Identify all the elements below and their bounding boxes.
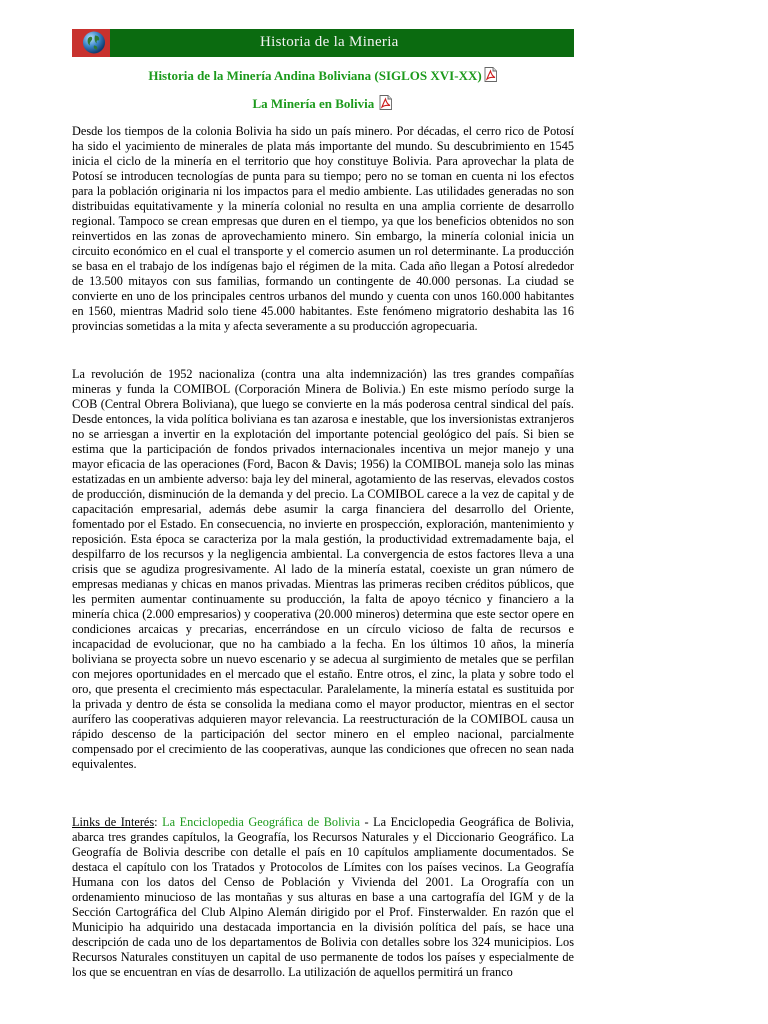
links-paragraph [72,815,574,980]
paragraph-colonial [72,124,574,334]
links-body: - La Enciclopedia Geográfica de Bolivia, abarca tres grandes capítulos, la Geografía, los Recursos Naturales y el Diccionario Geográfico. La Geografía de Bolivia describe con detalle el país en 10 capítulos ampliamente documentados. Se destaca el capítulo con los Tratados y Protocolos de Límites con los países vecinos. La Geografía Humana con los datos del Censo de Población y Vivienda del 2001. La Orografía con un ordenamiento minucioso de las montañas y sus alturas en base a una cartografía del IGM y de la Sección Cartográfica del Club Alpino Alemán dirigido por el Prof. Finsterwalder. En razón que el Municipio ha adquirido una destacada importancia en la división política del país, se hace una descripción de cada uno de los departamentos de Bolivia con detalles sobre los 324 municipios. Los Recursos Naturales constituyen un capital de uso permanente de todos los países y especialmente de los que se encuentran en vías de desarrollo. La utilización de aquellos permitirá un franco [72,815,574,979]
header-banner [72,29,574,57]
paragraph-revolution-text: La revolución de 1952 nacionaliza (contra una alta indemnización) las tres grandes compañías mineras y funda la COMIBOL (Corporación Minera de Bolivia.) En este mismo período surge la COB (Central Obrera Boliviana), que luego se convierte en la más poderosa central sindical del país. Desde entonces, la vida política boliviana es tan azarosa e inestable, que los inversionistas extranjeros no se arriesgan a invertir en la explotación del importante potencial geológico del país. Si bien se estima que la participación de fondos privados internacionales incentiva un mejor manejo y una mayor eficacia de las operaciones (Ford, Bacon & Davis; 1956) la COMIBOL maneja solo las minas estatizadas en un ambiente adverso: baja ley del mineral, agotamiento de las reservas, elevados costos de producción, disminución de la demanda y del precio. La COMIBOL carece a la vez de capital y de capacitación empresarial, además debe asumir la carga financiera del desarrollo del Oriente, fomentado por el Estado. En consecuencia, no invierte en prospección, exploración, mantenimiento y reposición. Esta época se caracteriza por la mala gestión, la productividad extremadamente baja, el despilfarro de los recursos y la negligencia ambiental. La convergencia de estos factores lleva a una crisis que se agudiza progresivamente. Al lado de la minería estatal, coexiste un gran número de empresas medianas y chicas en manos privadas. Mientras las primeras reciben créditos públicos, que les permiten aumentar continuamente su producción, la falta de apoyo técnico y financiero a la minería chica (2.000 empresarios) y cooperativa (20.000 mineros) determina que este sector opere en condiciones arcaicas y precarias, encerrándose en un círculo vicioso de falta de recursos e incapacidad de evolucionar, que no ha cambiado a la fecha. En los últimos 10 años, la minería boliviana se proyecta sobre un nuevo escenario y se adecua al surgimiento de metales que se perfilan con mejores oportunidades en el mercado que el estaño. Entre otros, el zinc, la plata y sobre todo el oro, que presenta el crecimiento más espectacular. Paralelamente, la minería estatal es sustituida por la privada y dentro de ésta se consolida la mediana como el mayor productor, mientras en el sector aurífero las cooperativas adquieren mayor relevancia. La reestructuración de la COMIBOL causa un rápido descenso de la participación del sector minero en el empleo nacional, parcialmente compensado por el crecimiento de las cooperativas, aunque las condiciones que ofrecen no sean nada equivalentes. [72,367,574,771]
globe-icon [82,30,106,55]
pdf-icon[interactable] [483,67,498,82]
paragraph-colonial-text: Desde los tiempos de la colonia Bolivia ha sido un país minero. Por décadas, el cerro rico de Potosí ha sido el yacimiento de minerales de plata más importante del mundo. Su descubrimiento en 1545 inicia el ciclo de la minería en el territorio que hoy constituye Bolivia. Para aprovechar la plata de Potosí se introducen tecnologías de punta para su tiempo; pero no se toman en cuenta ni los efectos para la población originaria ni los impactos para el medio ambiente. Las utilidades generadas no son distribuidas equitativamente y la minería colonial no resulta en una amplia corriente de desarrollo regional. Tampoco se crean empresas que duren en el tiempo, ya que los beneficios obtenidos no son reinvertidos en las zonas de aprovechamiento minero. Sin embargo, la minería colonial inicia un circuito económico en el cual el transporte y el comercio asumen un rol determinante. La producción se basa en el trabajo de los indígenas bajo el régimen de la mita. Cada año llegan a Potosí alrededor de 13.500 mitayos con sus familias, formando un contingente de 40.000 personas. La ciudad se convierte en uno de los principales centros urbanos del mundo y cuenta con unos 160.000 habitantes en 1560, mientras Madrid solo tiene 45.000 habitantes. Este fenómeno migratorio deshabita las 16 provincias sometidas a la mita y afecta severamente a su producción agropecuaria. [72,124,574,333]
pdf-icon[interactable] [378,95,393,110]
links-label: Links de Interés [72,815,155,829]
heading-historia-text[interactable]: Historia de la Minería Andina Boliviana (SIGLOS XVI-XX) [148,68,482,83]
links-section [72,815,574,980]
heading-historia[interactable] [72,67,574,84]
enciclopedia-link[interactable]: La Enciclopedia Geográfica de Bolivia [162,815,360,829]
links-colon: : [154,815,163,829]
banner-title: Historia de la Mineria [260,34,399,50]
paragraph-revolution [72,367,574,772]
heading-mineria-text[interactable]: La Minería en Bolivia [252,96,375,111]
heading-mineria[interactable] [72,95,574,112]
